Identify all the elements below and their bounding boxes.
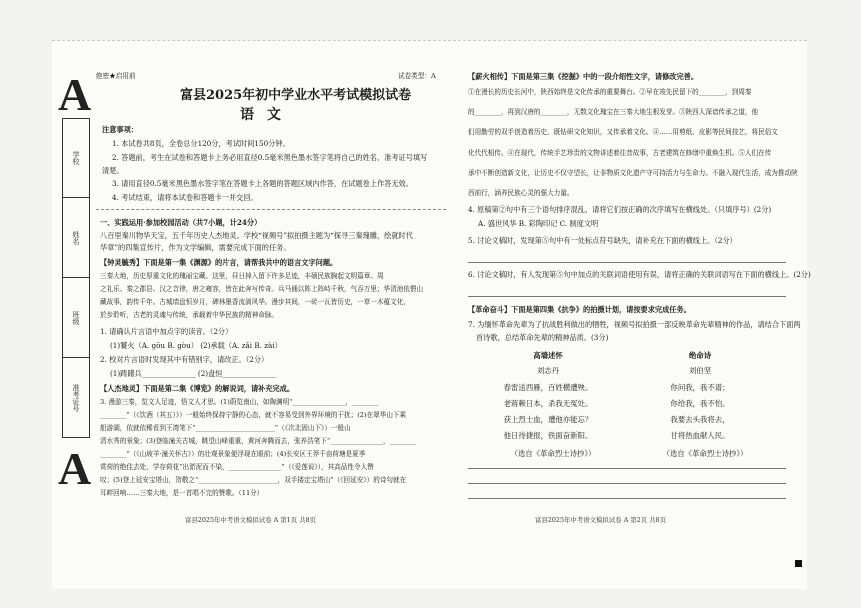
poem-1-author: 刘志丹: [536, 366, 560, 375]
answer-line: [468, 468, 786, 469]
notice-item: 1. 本试卷共8页，全卷总分120分，考试时间150分钟。: [112, 139, 290, 148]
passage-line: 於步聆听，古老的灵魂与传统，承载着中华民族的精神命脉。: [100, 311, 279, 319]
sidebar-label: 学校: [72, 151, 80, 165]
sidebar-cell-examno: [63, 357, 89, 438]
poem-1-line: 老蒋赖日本，杀我无冤处。: [503, 399, 593, 408]
answer-line: [468, 296, 786, 297]
question-5: 5. 讨论文稿时，发现第⑤句中有一处标点符号缺失，请补充在下面的横线上。（2分）: [468, 236, 737, 245]
question-3-line: 船游湖，依就依稀看到王湾笔下“________________________”（《次北固山下》）一般山: [100, 424, 351, 432]
part3-heading: 【薪火相传】下面是第三集《挖掘》中的一段介绍性文字，请修改完善。: [468, 72, 699, 81]
poem-1-line: 他日待捷报，铁面奋新阳。: [503, 431, 593, 440]
sidebar-cell-class: [63, 277, 89, 358]
page-footer-right: 富县2025年中考语文模拟试卷 A 第2页 共8页: [535, 516, 666, 524]
question-4: 4. 原稿第②句中有三个语句排序混乱，请将它们按正确的次序填写在横线处。（只填序号）(2分): [468, 205, 772, 214]
poem-1-line: 获上烈士血，遭他亦能忘？: [503, 415, 593, 424]
question-3-line: 耳畔回响……三秦大地，是一首唱不完的赞歌。（11分）: [100, 489, 264, 497]
passage-line: 之礼乐、秦之郡县、汉之音律，唐之雍容，皆在此奔写传奇。兵马俑以阵上阵峙千秋，气吞万里；华清池依偎山: [100, 285, 424, 293]
student-info-box: [62, 118, 90, 438]
question-7-line: 首诗歌，总结革命先辈的精神品质。(3分): [476, 333, 609, 342]
divider: [96, 209, 446, 210]
notice-heading: 注意事项：: [102, 125, 138, 134]
registration-mark: [795, 560, 802, 567]
poem-2-line: 我要去头我将去，: [670, 415, 730, 424]
question-1-options: (1)饕火（A. gōu B. gòu） (2)承载（A. zǎi B. zài）: [110, 341, 282, 350]
notice-item: 2. 答题前，考生在试卷和答题卡上务必用直径0.5毫米黑色墨水签字笔将自己的姓名、准考证号填写: [112, 153, 428, 162]
sidebar-label: 姓名: [72, 231, 80, 245]
version-letter-bottom: A: [58, 443, 92, 494]
question-4-options: A. 盛世风华 B. 彩陶印记 C. 制度文明: [478, 219, 599, 228]
answer-line: [468, 483, 786, 484]
poem-2-title: 绝命诗: [688, 351, 712, 360]
passage-line: 三秦大地，历史厚重文化的瑰丽宝藏。这里，昼日掉入留下许多足迹，丰硕民族胸起文明篇章。周: [100, 272, 384, 280]
sidebar-label: 班级: [72, 311, 80, 325]
secret-label: 绝密★启用前: [96, 72, 136, 80]
question-3-line: 叹；(5)登上延安宝塔山，贺敬之“________________________，双手搂定宝塔山”（《回延安》）的诗句就在: [100, 476, 407, 484]
subject-title: 语 文: [240, 107, 285, 123]
part4-heading: 【革命奋斗】下面是第四集《抗争》的拍摄计划，请按要求完成任务。: [468, 305, 691, 314]
intro-line: 华章”的四集宣传片，作为文学编辑，需要完成下面的任务。: [100, 243, 291, 252]
passage-line: 西前行，涵养民族心灵的强大力量。: [468, 189, 574, 197]
passage-line: 承中不断创造新文化，让历史不仅守望长，让非物质文化遗产守可持活力与生命力。不融入现代生活，成为推动陕: [468, 169, 798, 177]
sidebar-label: 准考证号: [72, 384, 80, 412]
passage-line: 化代代相传。④在现代，传统手艺珍贵的文物讲述着往昔故事，古老建筑在修缮中重焕生机。⑤人们在传: [468, 149, 772, 157]
poem-1-line: 春雷送西雁，百姓横遭殃。: [503, 383, 593, 392]
notice-item: 清楚。: [102, 166, 124, 175]
passage-line: 的________，再到汉唐的________，无数文化瑰宝在三秦大地生根发芽。③陕西人深谙传承之道，他: [468, 108, 759, 116]
answer-line: [468, 262, 786, 263]
poem-1-source: （选自《革命烈士诗抄》）: [510, 449, 596, 458]
intro-line: 八百里秦川物华天宝，五千年历史人杰地灵。学校“视频号”拟拍摄主题为“探寻三秦瑰雕，绘就时代: [100, 231, 413, 240]
question-3-line: ________”（《山坡羊·潼关怀古》）的壮观景象便浮现在眼前；(4)长安区王莽千亩荷塘是夏季: [100, 450, 366, 458]
question-6: 6. 讨论文稿时，有人发现第⑤句中加点的关联词语使用有误，请将正确的关联词语写在下面的横线上。(2分): [468, 270, 811, 279]
answer-line: [468, 498, 786, 499]
poem-2-line: 你问我，我不谱；: [670, 383, 730, 392]
page-footer-left: 富县2025年中考语文模拟试卷 A 第1页 共8页: [185, 516, 316, 524]
question-3-line: ________”（《饮酒（其五）》）一般始终保持宁静的心态，就不容易受到外界环境的干扰；(2)在翠华山下乘: [100, 411, 407, 419]
version-letter-top: A: [58, 69, 92, 120]
sidebar-cell-school: [63, 119, 89, 197]
question-2: 2. 校对片言语时发现其中有错别字，请改正。（2分）: [100, 355, 269, 364]
sidebar-cell-name: [63, 197, 89, 278]
passage-line: 们用勤劳的双手创造着历史，既钻研文化知识，又传承着文化。④……用剪纸、皮影等民间技艺，将民俗文: [468, 128, 778, 136]
part2-heading: 【人杰地灵】下面是第二集《博览》的解说词，请补充完成。: [100, 384, 295, 393]
exam-title: 富县2025年初中学业水平考试模拟试卷: [180, 88, 412, 103]
poem-2-author: 刘伯坚: [688, 366, 712, 375]
question-3-line: 3. 漫游三秦，览文人足迹，悟文人才思。(1)蔚览南山，如陶渊明“________________，________: [100, 398, 379, 406]
poem-2-line: 甘将热血献人民。: [670, 431, 730, 440]
passage-line: 藏故事，韵传千年。古城墙盘恒岁月，碑林墨香流淌风华。漫步其间，一砖一瓦皆历史，一草一木蕴文化，: [100, 298, 410, 306]
question-2-options: (1)踌躇兵_______________ (2)盘恒_______________: [110, 369, 277, 378]
notice-item: 4. 考试结束，请将本试卷和答题卡一并交回。: [112, 193, 258, 202]
question-1: 1. 请确认片言语中加点字的读音。（2分）: [100, 327, 233, 336]
exam-type: 试卷类型：A: [398, 72, 436, 80]
section-heading: 一、实践运用·参加校园活动（共7小题，计24分）: [100, 218, 262, 227]
poem-2-line: 你给我，我不怕。: [670, 399, 730, 408]
part1-heading: 【钟灵毓秀】下面是第一集《渊源》的片言，请帮我共中的语言文字问题。: [100, 258, 338, 267]
question-7-line: 7. 为缅怀革命先辈为了抗战胜利做出的牺牲，视频号拟拍摄一部反映革命先辈精神的作品，请结合下面两: [468, 320, 801, 329]
notice-item: 3. 请用直径0.5毫米黑色墨水签字笔在答题卡上各题的答题区域内作答，在试题卷上作答无效。: [112, 179, 413, 188]
poem-1-title: 高墙述怀: [533, 351, 563, 360]
question-3-line: 赏荷的绝佳去处，学存荷花“出淤泥而不染，________________”（《爱莲说》），其高品性令人赞: [100, 463, 374, 471]
poem-2-source: （选自《革命烈士诗抄》）: [662, 449, 748, 458]
question-3-line: 清水秀的景象；(3)登临潼关古城，眺望山峰重重，黄河奔腾而去，张养浩笔下“________________，________: [100, 437, 417, 445]
passage-line: ①在漫长的历史长河中，陕西始终是文化传承的重要舞台。②早在竣先民留下的________，到周秦: [468, 88, 752, 96]
